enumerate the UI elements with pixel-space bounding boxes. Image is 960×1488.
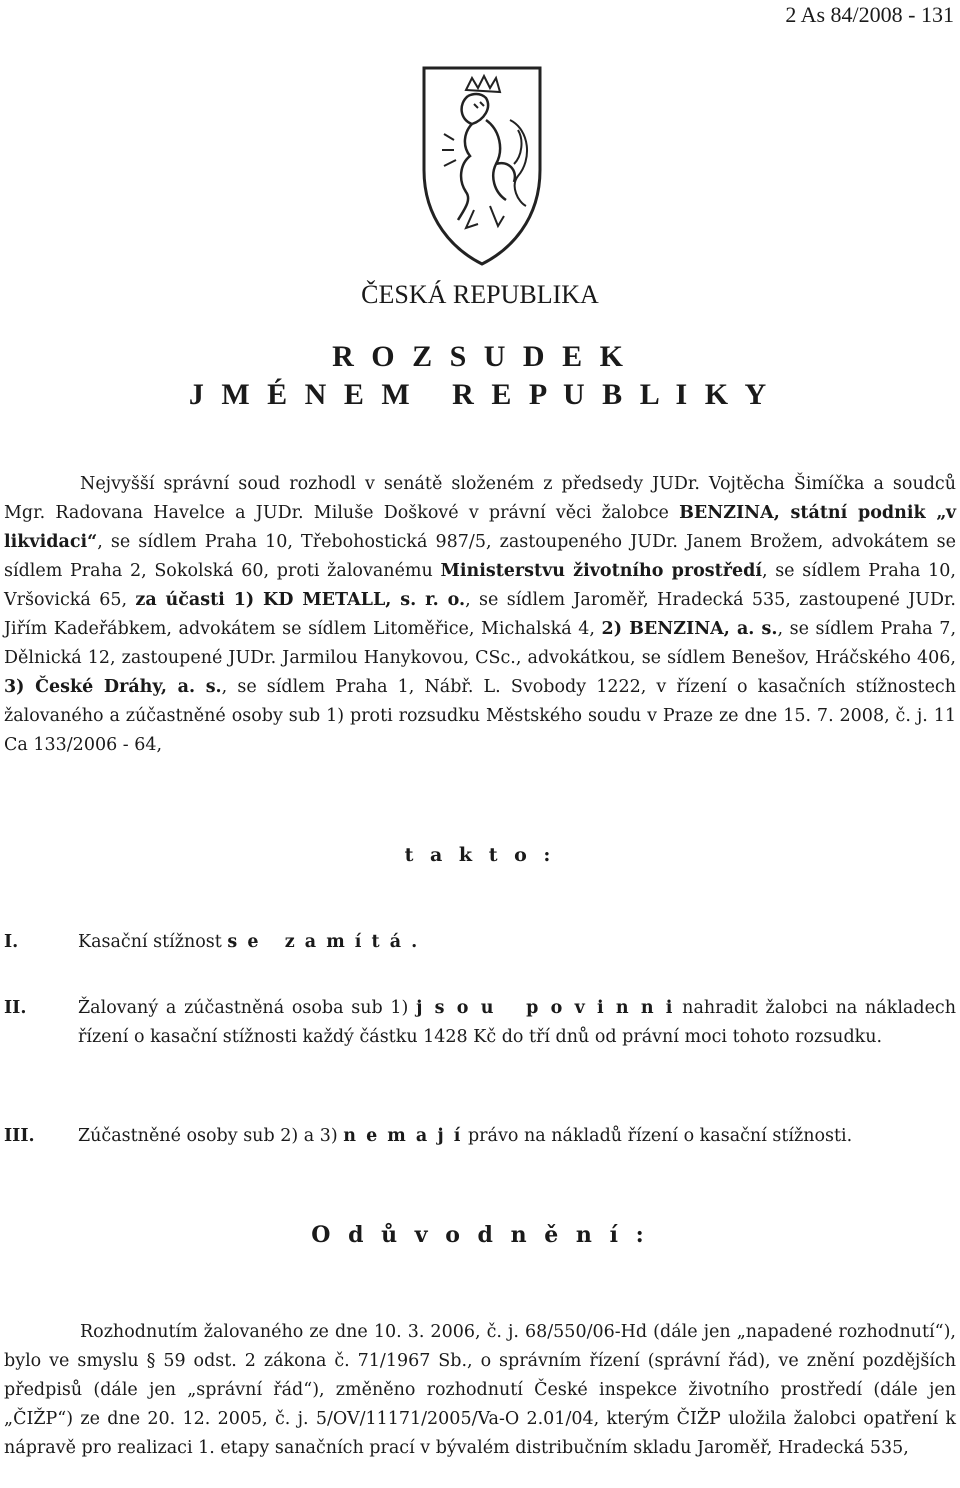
verdict-text: Žalovaný a zúčastněná osoba sub 1) xyxy=(78,998,417,1018)
reasoning-paragraph xyxy=(4,1318,956,1463)
state-emblem-lion-icon xyxy=(414,60,550,270)
verdict-item-1 xyxy=(4,928,956,957)
intro-text-6: , se sídlem Praha 1, Nábř. L. Svobody 1222, v řízení o kasačních stížnostech žalovaného a zúčastněné osoby sub 1) proti rozsudku Městského soudu v Praze ze dne 15. 7. 2008, č. j. 11 Ca 133/2006 - 64, xyxy=(4,677,957,755)
verdict-heading: t a k t o : xyxy=(404,844,556,866)
reasoning-heading: O d ů v o d n ě n í : xyxy=(311,1222,649,1248)
verdict-keyword: j s o u p o v i n n i xyxy=(416,998,675,1018)
intro-text-1: Nejvyšší správní soud rozhodl v senátě složeném z předsedy JUDr. Vojtěcha Šimíčka a soudců Mgr. Radovana Havelce a JUDr. Miluše Doškové v právní věci žalobce xyxy=(4,474,956,523)
intro-text-2: , se sídlem Praha 10, Třebohostická 987/5, zastoupeného JUDr. Janem Brožem, advokátem se sídlem Praha 2, Sokolská 60, proti žalovanému xyxy=(4,532,956,581)
plaintiff-name: BENZINA, státní podnik „v likvidaci“ xyxy=(4,503,956,552)
intro-text-5: , se sídlem Praha 7, Dělnická 12, zastoupené JUDr. Jarmilou Hanykovou, CSc., advokátkou, se sídlem Benešov, Hráčského 406, xyxy=(4,619,957,668)
verdict-keyword: n e m a j í xyxy=(343,1126,463,1146)
document-subtitle: J M É N E M R E P U B L I K Y xyxy=(188,378,772,411)
verdict-text: Kasační stížnost xyxy=(78,932,228,952)
defendant-name: Ministerstvu životního prostředí xyxy=(440,561,762,581)
case-reference: 2 As 84/2008 - 131 xyxy=(785,2,954,27)
verdict-number: II. xyxy=(4,998,27,1018)
reasoning-text: Rozhodnutím žalovaného ze dne 10. 3. 2006, č. j. 68/550/06-Hd (dále jen „napadené rozhodnutí“), bylo ve smyslu § 59 odst. 2 zákona č. 71/1967 Sb., o správním řízení (správní řád), ve znění pozdějších předpisů (dále jen „správní řád“), změněno rozhodnutí České inspekce životního prostředí (dále jen „ČIŽP“) ze dne 20. 12. 2005, č. j. 5/OV/11171/2005/Va-O 2.01/04, kterým ČIŽP uložila žalobci opatření k nápravě pro realizaci 1. etapy sanačních prací v bývalém distribučním skladu Jaroměř, Hradecká 535, xyxy=(4,1322,956,1458)
intro-text-3: , se sídlem Praha 10, Vršovická 65, xyxy=(4,561,956,610)
verdict-text-rest: právo na nákladů řízení o kasační stížnosti. xyxy=(462,1126,853,1146)
verdict-item-3 xyxy=(4,1122,956,1151)
intro-text-4: , se sídlem Jaroměř, Hradecká 535, zastoupené JUDr. Jiřím Kadeřábkem, advokátem se sídlem Litoměřice, Michalská 4, xyxy=(4,590,956,639)
verdict-number: III. xyxy=(4,1126,35,1146)
verdict-item-2 xyxy=(4,994,956,1052)
intro-paragraph xyxy=(4,470,956,760)
verdict-text-rest: nahradit žalobci na nákladech řízení o kasační stížnosti každý částku 1428 Kč do tří dnů od právní moci tohoto rozsudku. xyxy=(78,998,956,1047)
document-title: R O Z S U D E K xyxy=(332,340,628,373)
verdict-number: I. xyxy=(4,932,19,952)
participant-2-name: 2) BENZINA, a. s. xyxy=(601,619,778,639)
participant-3-name: 3) České Dráhy, a. s. xyxy=(4,677,222,697)
participant-1-name: za účasti 1) KD METALL, s. r. o. xyxy=(135,590,466,610)
country-name: ČESKÁ REPUBLIKA xyxy=(361,280,599,309)
verdict-keyword: s e z a m í t á . xyxy=(227,932,420,952)
verdict-text: Zúčastněné osoby sub 2) a 3) xyxy=(78,1126,344,1146)
